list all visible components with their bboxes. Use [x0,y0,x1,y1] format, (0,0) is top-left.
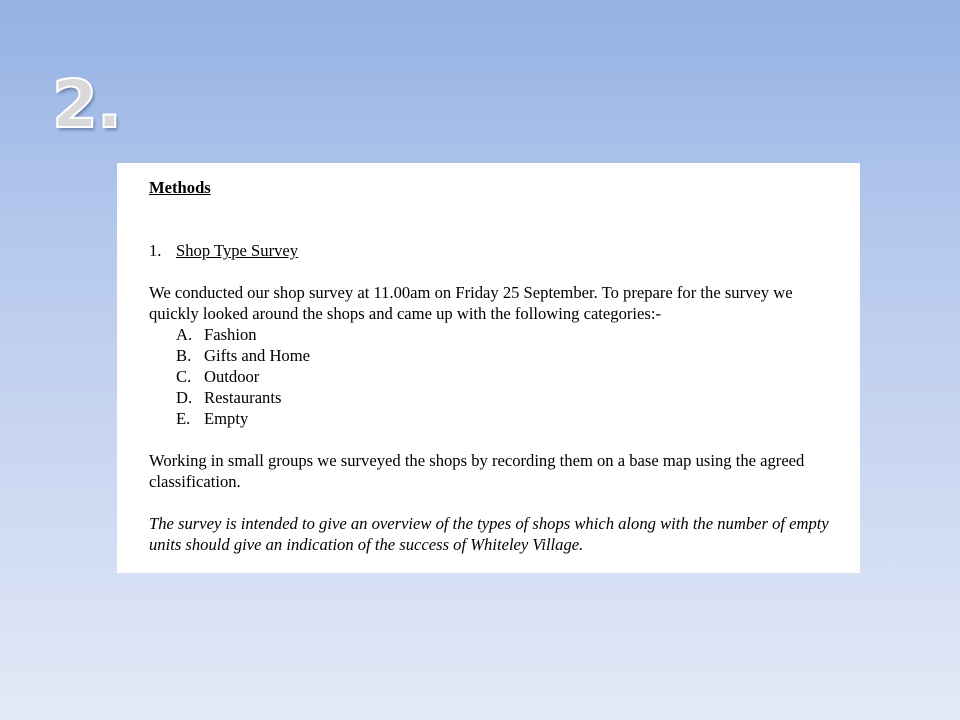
category-label: Restaurants [204,388,282,407]
category-label: Empty [204,409,249,428]
methods-heading: Methods [149,178,211,197]
slide-number: 2. [52,66,121,143]
purpose-paragraph: The survey is intended to give an overview of the types of shops which along with the number of empty units should give an indication of the success of Whiteley Village. [149,514,829,554]
category-letter: C. [176,367,192,386]
intro-paragraph: We conducted our shop survey at 11.00am on Friday 25 September. To prepare for the survey we quickly looked around the shops and came up with the following categories:- [149,283,793,323]
category-label: Outdoor [204,367,260,386]
list-item [176,387,840,408]
list-item [176,408,840,429]
section-title: Shop Type Survey [176,241,299,260]
category-label: Gifts and Home [204,346,310,365]
section-heading [149,240,840,261]
category-letter: E. [176,409,191,428]
category-letter: A. [176,325,193,344]
category-letter: B. [176,346,192,365]
category-letter: D. [176,388,193,407]
list-item [176,366,840,387]
list-item [176,345,840,366]
section-number: 1. [149,241,162,260]
list-item [176,324,840,345]
category-list [149,324,840,429]
document-page [117,163,860,573]
method-paragraph: Working in small groups we surveyed the shops by recording them on a base map using the agreed classification. [149,451,805,491]
category-label: Fashion [204,325,257,344]
